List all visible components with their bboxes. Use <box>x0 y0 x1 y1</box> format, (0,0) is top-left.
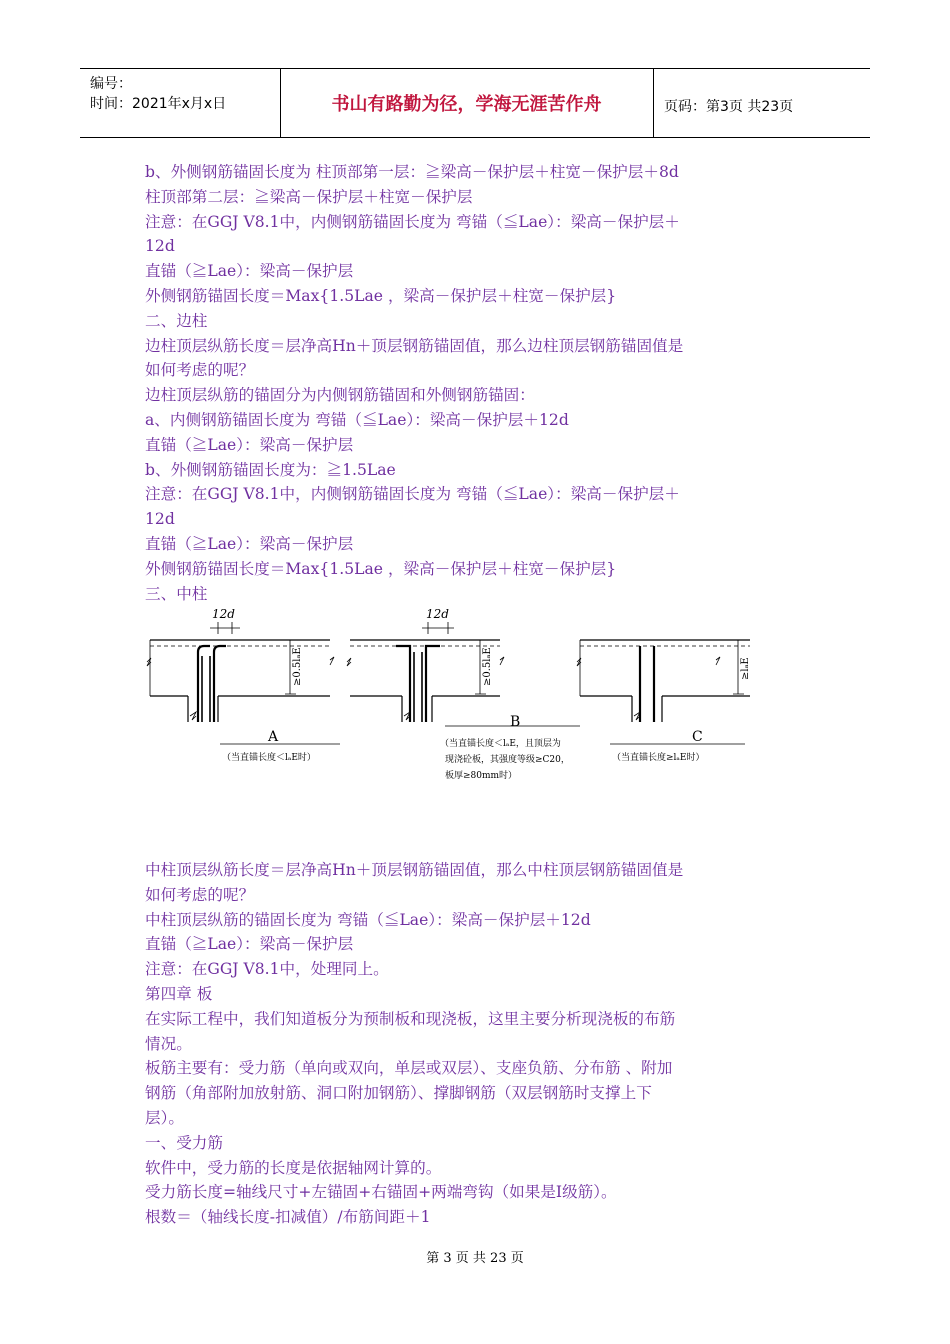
label-c: C <box>692 729 703 745</box>
text-line: 受力筋长度=轴线尺寸+左锚固+右锚固+两端弯钩（如果是Ⅰ级筋）。 <box>145 1183 617 1202</box>
text-line: 注意：在GGJ V8.1中，处理同上。 <box>145 960 389 979</box>
text-line: 外侧钢筋锚固长度＝Max{1.5Lae ，梁高－保护层＋柱宽－保护层} <box>145 286 617 305</box>
caption-b-1: （当直锚长度＜lₐE，且顶层为 <box>440 739 561 749</box>
text-line: 在实际工程中，我们知道板分为预制板和现浇板，这里主要分析现浇板的布筋 <box>145 1009 676 1028</box>
text-line: 边柱顶层纵筋长度＝层净高Hn＋顶层钢筋锚固值，那么边柱顶层钢筋锚固值是 <box>145 336 684 355</box>
text-line: 外侧钢筋锚固长度＝Max{1.5Lae ，梁高－保护层＋柱宽－保护层} <box>145 559 617 578</box>
page-footer: 第 3 页 共 23 页 <box>426 1251 524 1266</box>
text-line: 层）。 <box>145 1108 184 1127</box>
text-line: 直锚（≧Lae）：梁高－保护层 <box>145 935 354 954</box>
label-b: B <box>510 714 521 730</box>
dim-label-a: 12d <box>212 607 235 621</box>
text-line: 注意：在GGJ V8.1中，内侧钢筋锚固长度为 弯锚（≦Lae）：梁高－保护层＋ <box>145 485 680 504</box>
text-line: 直锚（≧Lae）：梁高－保护层 <box>145 262 354 281</box>
header-left-cell <box>80 69 281 137</box>
diagram-b <box>347 622 580 726</box>
body-text-top <box>145 160 810 606</box>
caption-c: （当直锚长度≥lₐE时） <box>612 753 705 763</box>
text-line: 12d <box>145 510 175 529</box>
text-line: 中柱顶层纵筋的锚固长度为 弯锚（≦Lae）：梁高－保护层＋12d <box>145 910 591 929</box>
header-motto: 书山有路勤为径，学海无涯苦作舟 <box>280 69 654 137</box>
text-line: 12d <box>145 237 175 256</box>
text-line: b、外侧钢筋锚固长度为：≧1.5Lae <box>145 460 396 479</box>
text-line: b、外侧钢筋锚固长度为 柱顶部第一层：≧梁高－保护层＋柱宽－保护层＋8d <box>145 163 679 181</box>
dim-05lae-b: ≥0.5lₐE <box>482 647 493 686</box>
diagram-a <box>147 622 340 744</box>
dim-05lae-a: ≥0.5lₐE <box>292 647 303 686</box>
diagram-c <box>577 640 750 744</box>
time-label: 时间：2021年x月x日 <box>90 96 227 112</box>
text-line: 软件中，受力筋的长度是依据轴网计算的。 <box>145 1158 442 1177</box>
text-line: 板筋主要有：受力筋（单向或双向，单层或双层）、支座负筋、分布筋 、附加 <box>145 1059 673 1078</box>
body-text-bottom <box>145 858 810 1230</box>
caption-b-3: 板厚≥80mm时） <box>445 771 518 781</box>
header-page-info: 页码：第3页 共23页 <box>664 99 794 115</box>
chapter-heading: 第四章 板 <box>145 984 213 1003</box>
number-label: 编号： <box>90 76 132 92</box>
text-line: 如何考虑的呢？ <box>145 885 255 904</box>
dim-lae-c: ≥lₐE <box>740 657 751 680</box>
text-line: 边柱顶层纵筋的锚固分为内侧钢筋锚固和外侧钢筋锚固： <box>145 386 535 405</box>
text-line: a、内侧钢筋锚固长度为 弯锚（≦Lae）：梁高－保护层＋12d <box>145 410 569 429</box>
section-heading: 三、中柱 <box>145 584 208 603</box>
text-line: 柱顶部第二层：≧梁高－保护层＋柱宽－保护层 <box>145 187 473 206</box>
text-line: 直锚（≧Lae）：梁高－保护层 <box>145 435 354 454</box>
text-line: 钢筋（角部附加放射筋、洞口附加钢筋）、撑脚钢筋（双层钢筋时支撑上下 <box>145 1084 652 1103</box>
label-a: A <box>268 729 279 745</box>
caption-a: （当直锚长度＜lₐE时） <box>222 753 316 763</box>
caption-b-2: 现浇砼板，其强度等级≥C20， <box>445 755 570 765</box>
text-line: 注意：在GGJ V8.1中，内侧钢筋锚固长度为 弯锚（≦Lae）：梁高－保护层＋ <box>145 212 680 231</box>
text-line: 中柱顶层纵筋长度＝层净高Hn＋顶层钢筋锚固值，那么中柱顶层钢筋锚固值是 <box>145 861 684 879</box>
column-anchorage-figure <box>140 604 760 794</box>
section-heading: 二、边柱 <box>145 311 208 330</box>
text-line: 根数＝（轴线长度-扣减值）/布筋间距＋1 <box>145 1208 431 1227</box>
dim-label-b: 12d <box>426 607 449 621</box>
section-heading: 一、受力筋 <box>145 1133 223 1152</box>
text-line: 情况。 <box>145 1034 192 1053</box>
page-header <box>80 68 870 138</box>
text-line: 如何考虑的呢？ <box>145 361 255 380</box>
text-line: 直锚（≧Lae）：梁高－保护层 <box>145 534 354 553</box>
